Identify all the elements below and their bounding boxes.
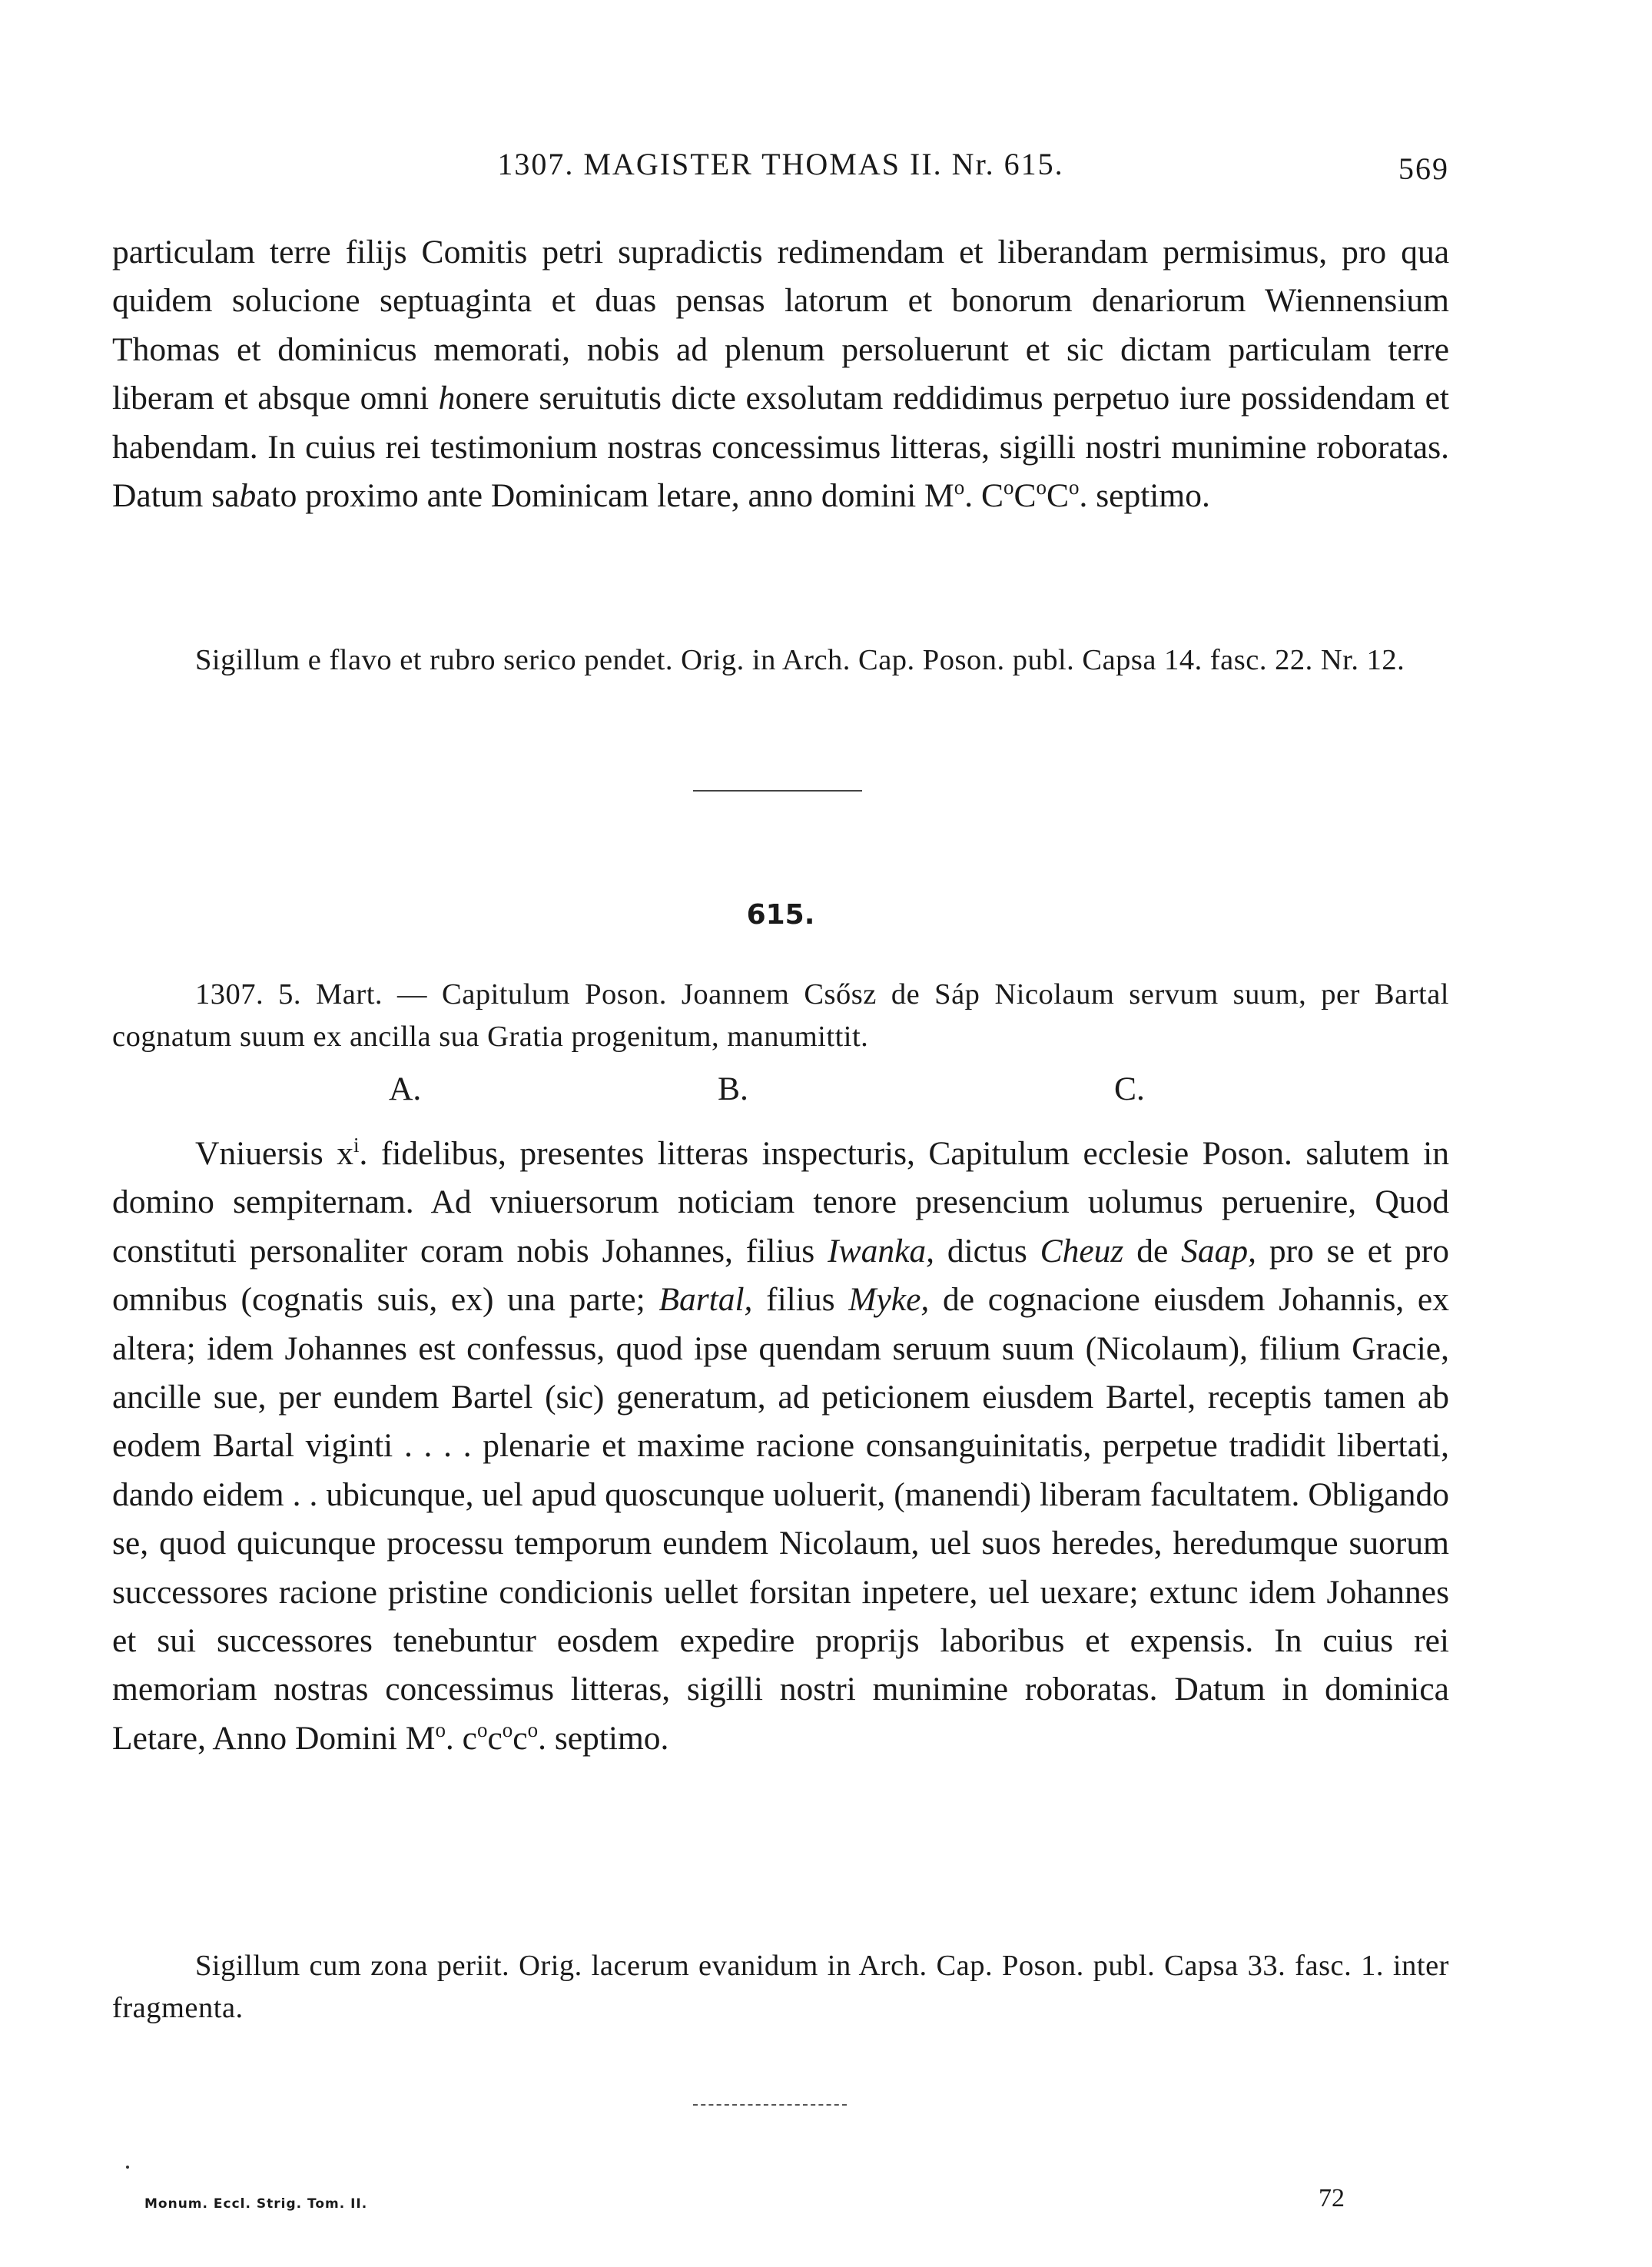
footer-signature: Monum. Eccl. Strig. Tom. II. bbox=[144, 2196, 368, 2212]
superscript: i bbox=[353, 1133, 360, 1157]
text-run: C bbox=[1013, 477, 1037, 515]
superscript: o bbox=[1003, 475, 1014, 499]
superscript: o bbox=[502, 1718, 513, 1741]
text-run: c bbox=[487, 1719, 503, 1757]
print-speck bbox=[126, 2166, 129, 2169]
italic-letter: h bbox=[438, 380, 456, 417]
superscript: o bbox=[476, 1718, 488, 1741]
text-run: . septimo. bbox=[1079, 477, 1210, 515]
page-number: 569 bbox=[1398, 151, 1449, 186]
text-run: . C bbox=[964, 477, 1003, 515]
text-run: . septimo. bbox=[538, 1719, 669, 1757]
text-run: de cognacione eiusdem Johannis, ex altera; idem Johannes est confessus, quod ipse quendam seruum suum (Nicolaum), filium Gracie, ancille sue, per eundem Bartel (sic) generatum, ad peticionem eiusdem Bartel, receptis tamen ab eodem Bartal viginti . . . . plenarie et maxime racione consanguinitatis, perpetue tradidit libertati, dando eidem . . ubicunque, uel apud quoscunque uoluerit, (manendi) liberam facultatem. Obligando se, quod quicunque processu temporum eundem Nicolaum, uel suos heredes, heredumque suorum successores racione pristine condicionis uellet forsitan inpetere, uel uexare; extunc idem Johannes et sui successores tenebuntur eosdem expedire proprijs laboribus et expensis. In cuius rei memoriam nostras concessimus litteras, sigilli nostri munimine roboratas. Datum in dominica Letare, Anno Domini M bbox=[112, 1281, 1449, 1757]
italic-name: Saap, bbox=[1181, 1232, 1256, 1270]
superscript: o bbox=[954, 475, 965, 499]
text-run: . fidelibus, presentes litteras inspecturis, Capitulum ecclesie Poson. salutem in domino sempiternam. Ad vniuersorum noticiam tenore presencium uolumus peruenire, Quod constituti personaliter coram nobis Johannes, filius bbox=[112, 1135, 1449, 1270]
superscript: o bbox=[1036, 475, 1047, 499]
italic-name: Cheuz bbox=[1040, 1232, 1124, 1270]
text-run: particulam terre filijs Comitis petri supradictis redimendam et liberandam permisimus, pro qua quidem solucione septuaginta et duas pensas latorum et bonorum denariorum Wiennensium Thomas et dominicus memorati, nobis ad plenum persoluerunt et sic dictam particulam terre liberam et absque omni bbox=[112, 234, 1449, 417]
section-divider bbox=[693, 2104, 847, 2106]
running-head bbox=[112, 146, 1449, 184]
italic-name: Bartal, bbox=[658, 1281, 753, 1319]
text-run: Vniuersis x bbox=[195, 1135, 353, 1172]
italic-name: Iwanka, bbox=[828, 1232, 934, 1270]
doc-615-summary: 1307. 5. Mart. — Capitulum Poson. Joannem Csősz de Sáp Nicolaum servum suum, per Bartal cognatum suum ex ancilla sua Gratia progenitum, manumittit. bbox=[112, 978, 1449, 1053]
text-run: . c bbox=[445, 1719, 477, 1757]
text-run: pro se et pro omnibus (cognatis suis, ex) una parte; bbox=[112, 1232, 1449, 1319]
superscript: o bbox=[527, 1718, 539, 1741]
text-run: de bbox=[1123, 1232, 1182, 1270]
italic-letter: b bbox=[239, 477, 257, 515]
italic-name: Myke, bbox=[848, 1281, 930, 1319]
superscript: o bbox=[435, 1718, 446, 1741]
text-run: C bbox=[1046, 477, 1069, 515]
version-b: B. bbox=[718, 1070, 748, 1107]
footer-sheet-number: 72 bbox=[1319, 2184, 1345, 2212]
text-run: onere seruitutis dicte exsolutam reddidimus perpetuo iure possidendam et habendam. In cuius rei testimonium nostras concessimus litteras, sigilli nostri munimine roboratas. Datum sa bbox=[112, 380, 1449, 515]
text-run: dictus bbox=[934, 1232, 1040, 1270]
doc-615-charter-text bbox=[112, 1130, 1449, 1763]
doc-615-source-note: Sigillum cum zona periit. Orig. lacerum evanidum in Arch. Cap. Poson. publ. Capsa 33. fasc. 1. inter fragmenta. bbox=[112, 1950, 1449, 2024]
running-head-title: 1307. MAGISTER THOMAS II. Nr. 615. bbox=[497, 147, 1064, 181]
manuscript-versions bbox=[112, 1070, 1449, 1116]
doc-614-source-note: Sigillum e flavo et rubro serico pendet. Orig. in Arch. Cap. Poson. publ. Capsa 14. fasc. 22. Nr. 12. bbox=[195, 644, 1405, 676]
superscript: o bbox=[1068, 475, 1080, 499]
text-run: filius bbox=[752, 1281, 849, 1319]
doc-614-text-continuation bbox=[112, 228, 1449, 520]
text-run: ato proximo ante Dominicam letare, anno domini M bbox=[256, 477, 954, 515]
version-c: C. bbox=[1114, 1070, 1145, 1107]
version-a: A. bbox=[389, 1070, 422, 1107]
text-run: c bbox=[513, 1719, 528, 1757]
document-number: 615. bbox=[746, 899, 815, 931]
section-divider bbox=[693, 790, 862, 792]
